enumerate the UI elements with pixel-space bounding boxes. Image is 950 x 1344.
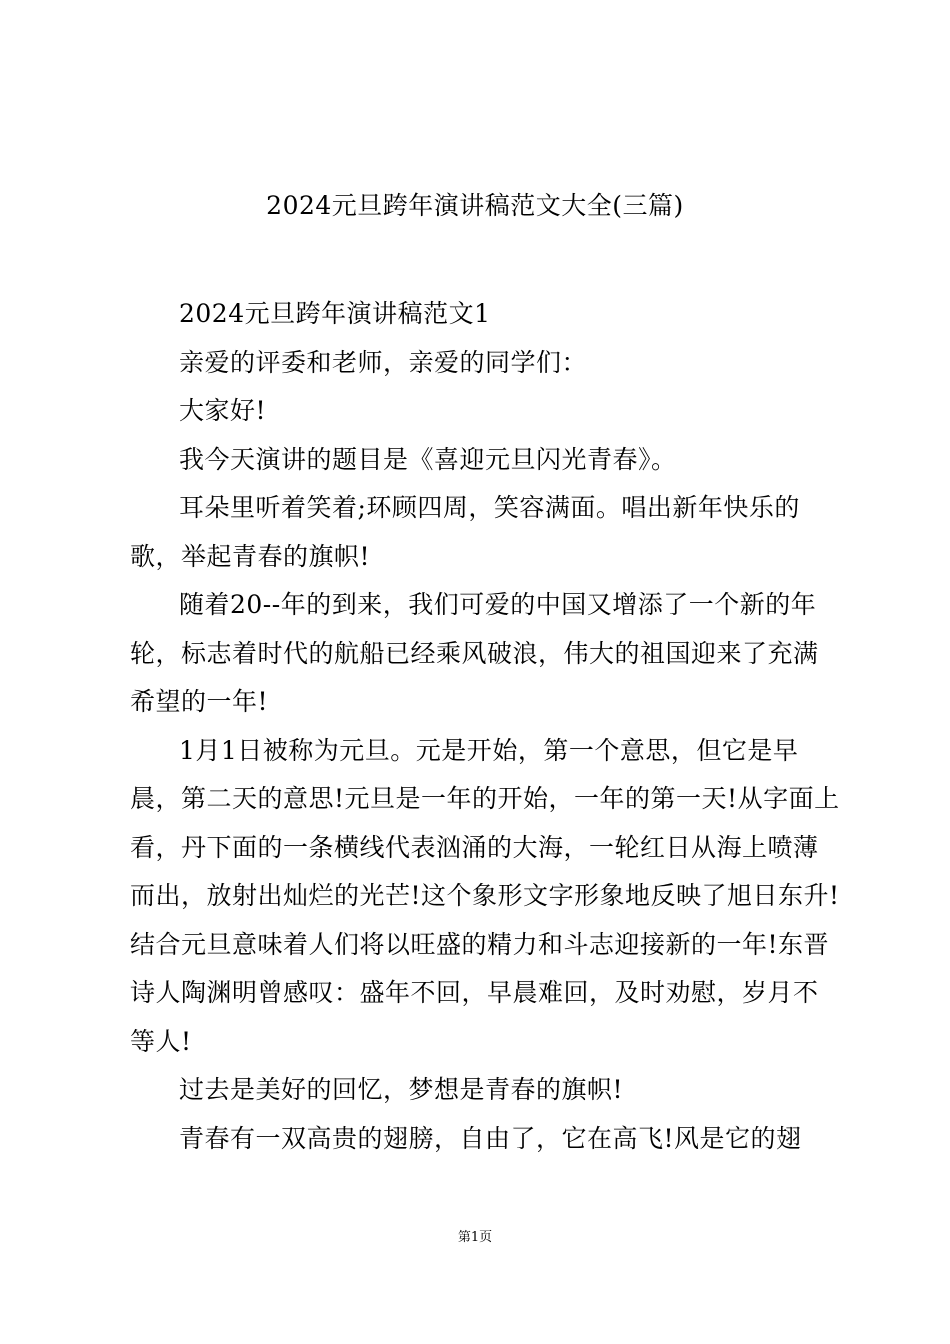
paragraph: 1月1日被称为元旦。元是开始，第一个意思，但它是早晨，第二天的意思!元旦是一年的开始，一年的第一天!从字面上看，丹下面的一条横线代表汹涌的大海，一轮红日从海上喷薄而出，放射出灿烂的光芒!这个象形文字形象地反映了旭日东升!结合元旦意味着人们将以旺盛的精力和斗志迎接新的一年!东晋诗人陶渊明曾感叹：盛年不回，早晨难回，及时劝慰，岁月不等人! (130, 735, 840, 1056)
paragraph: 过去是美好的回忆，梦想是青春的旗帜! (179, 1075, 624, 1104)
document-body (130, 290, 842, 1163)
paragraph: 随着20--年的到来，我们可爱的中国又增添了一个新的年轮，标志着时代的航船已经乘风破浪，伟大的祖国迎来了充满希望的一年! (130, 590, 819, 716)
paragraph-topic: 我今天演讲的题目是《喜迎元旦闪光青春》。 (179, 444, 677, 474)
page-number: 第1页 (457, 1230, 493, 1245)
paragraph-salutation: 亲爱的评委和老师，亲爱的同学们： (179, 347, 588, 377)
paragraph: 青春有一双高贵的翅膀，自由了，它在高飞!风是它的翅 (179, 1123, 802, 1153)
paragraph-greeting: 大家好! (179, 396, 267, 425)
paragraph: 耳朵里听着笑着;环顾四周，笑容满面。唱出新年快乐的歌，举起青春的旗帜! (130, 493, 800, 571)
paragraph-subtitle: 2024元旦跨年演讲稿范文1 (179, 299, 491, 328)
document-title: 2024元旦跨年演讲稿范文大全(三篇) (266, 191, 684, 220)
